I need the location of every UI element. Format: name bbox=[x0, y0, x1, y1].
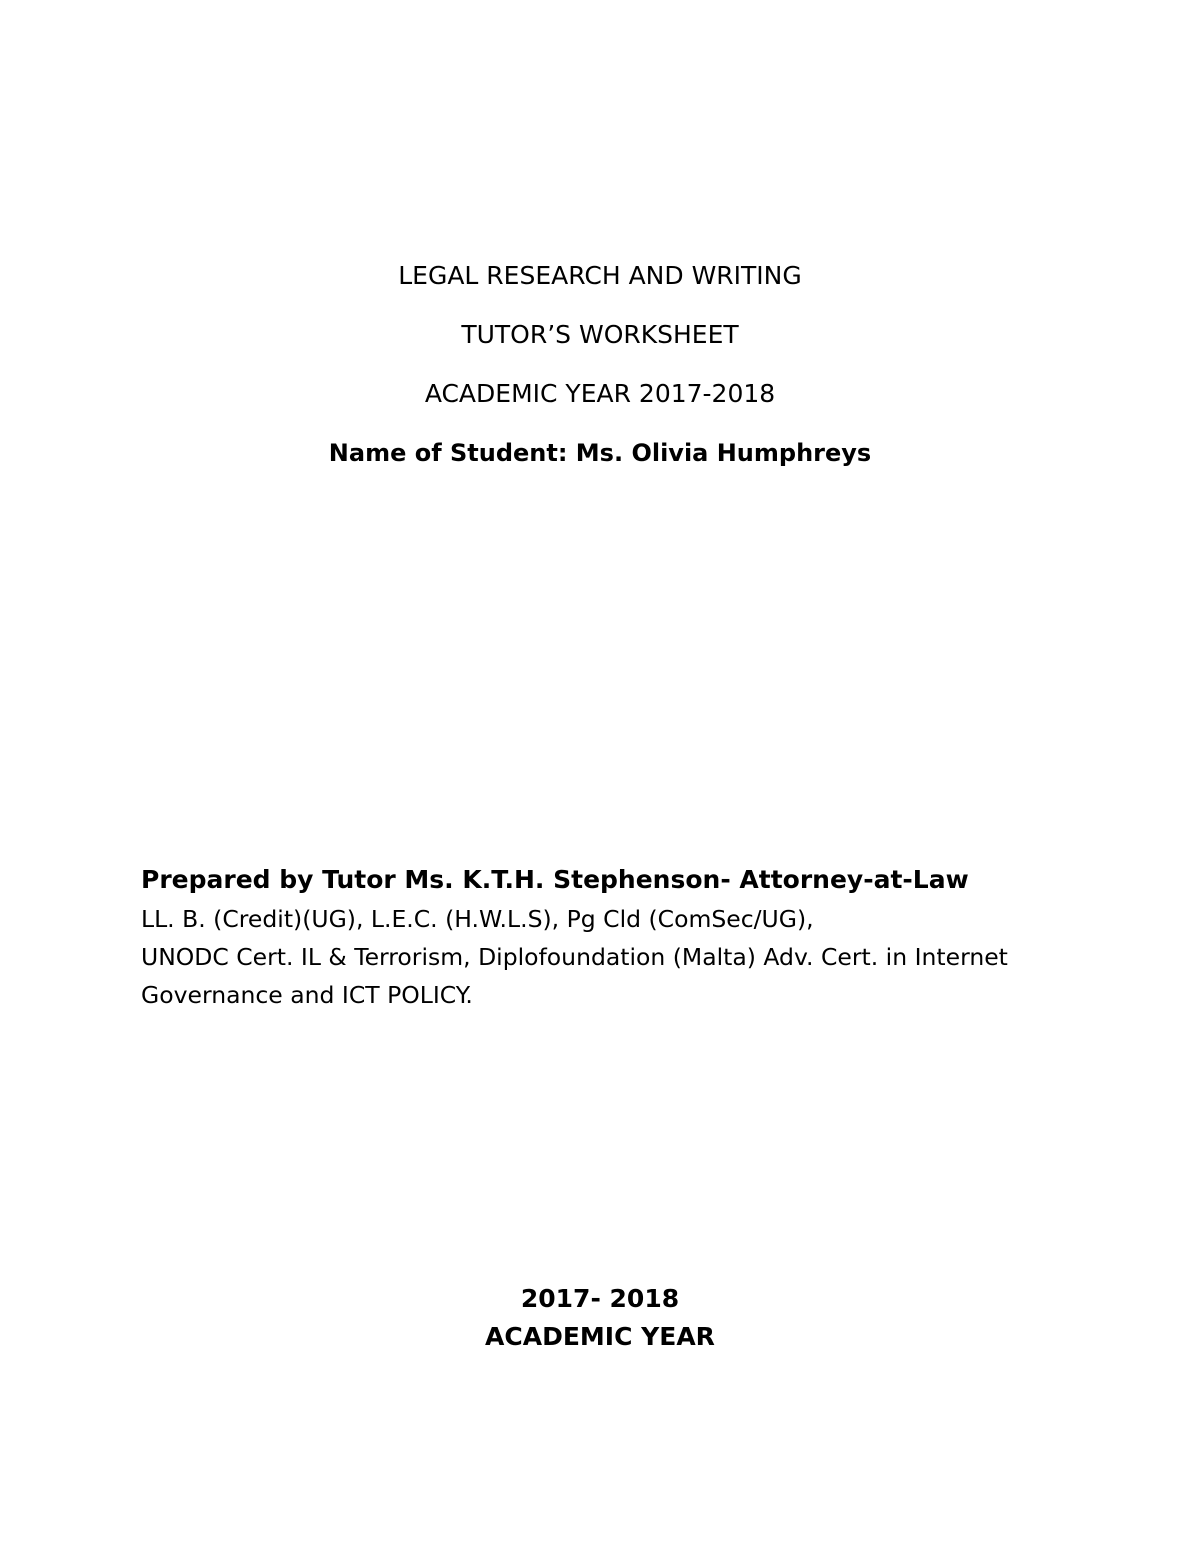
title-block bbox=[0, 258, 1200, 494]
credentials-line: LL. B. (Credit)(UG), L.E.C. (H.W.L.S), Pg Cld (ComSec/UG), bbox=[141, 905, 814, 933]
tutor-block bbox=[141, 862, 1081, 1014]
credentials-line: Governance and ICT POLICY. bbox=[141, 981, 473, 1009]
credentials-line: UNODC Cert. IL & Terrorism, Diplofoundation (Malta) Adv. Cert. in Internet bbox=[141, 943, 1008, 971]
prepared-by-line: Prepared by Tutor Ms. K.T.H. Stephenson- Attorney-at-Law bbox=[141, 865, 969, 894]
academic-year-heading: ACADEMIC YEAR 2017-2018 bbox=[424, 379, 776, 408]
document-type-heading: TUTOR’S WORKSHEET bbox=[461, 320, 739, 349]
footer-year-range: 2017- 2018 bbox=[520, 1284, 680, 1313]
course-title: LEGAL RESEARCH AND WRITING bbox=[398, 261, 802, 290]
footer-block bbox=[0, 1280, 1200, 1356]
student-name: Name of Student: Ms. Olivia Humphreys bbox=[328, 439, 872, 467]
footer-academic-year-label: ACADEMIC YEAR bbox=[485, 1322, 715, 1351]
